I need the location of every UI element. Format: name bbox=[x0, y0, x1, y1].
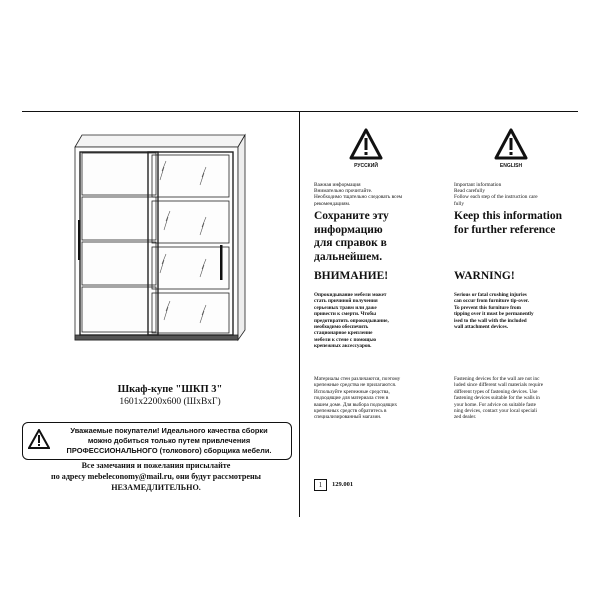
ru-keep-1: Сохраните эту bbox=[314, 210, 389, 222]
en-intro-2: Read carefully bbox=[454, 188, 486, 195]
ru-warning-line: серьезных травм или даже bbox=[314, 304, 377, 311]
ru-warning-heading: ВНИМАНИЕ! bbox=[314, 270, 389, 282]
english-label: ENGLISH bbox=[499, 163, 523, 169]
ru-fastening-line: крепежных средств обратитесь в bbox=[314, 408, 387, 415]
en-warning-line: tipping over it must be permanently bbox=[454, 311, 534, 318]
en-warning-line: ised to the wall with the included bbox=[454, 317, 527, 324]
russian-label: РУССКИЙ bbox=[354, 163, 378, 169]
ru-warning-line: необходимо обеспечить bbox=[314, 324, 369, 331]
warning-triangle-icon bbox=[28, 429, 50, 449]
en-fastening-line: fastening devices suitable for the walls in bbox=[454, 395, 540, 402]
en-fastening-line: different types of fastening devices. Use bbox=[454, 388, 538, 395]
product-dimensions: 1601x2200x600 (ШхВхГ) bbox=[119, 397, 221, 407]
ru-warning-line: крепежных аксессуаров. bbox=[314, 343, 372, 350]
ru-warning-line: стационарное крепление bbox=[314, 330, 373, 337]
page-divider bbox=[299, 112, 300, 517]
ru-fastening-line: подходящие для материала стен в bbox=[314, 395, 389, 402]
ru-intro-3: Необходимо тщательно следовать всем bbox=[314, 194, 403, 201]
en-fastening-line: zed dealer. bbox=[454, 414, 477, 421]
en-fastening-line: your home. For advice on suitable faste bbox=[454, 401, 536, 408]
ru-keep-3: для справок в bbox=[314, 237, 387, 249]
page-number-box bbox=[314, 479, 327, 491]
ru-warning-line: стать причиной получения bbox=[314, 298, 378, 305]
contact-line-1: Все замечания и пожелания присылайте bbox=[81, 461, 231, 470]
en-fastening-line: ning devices, contact your local speciali bbox=[454, 408, 537, 415]
doc-code: 129.001 bbox=[332, 481, 354, 488]
notice-line-1: Уважаемые покупатели! Идеального качества сборки bbox=[70, 426, 268, 435]
product-title: Шкаф-купе "ШКП 3" bbox=[117, 384, 223, 395]
contact-line-3: НЕЗАМЕДЛИТЕЛЬНО. bbox=[111, 482, 201, 492]
notice-line-3: ПРОФЕССИОНАЛЬНОГО (толкового) сборщика мебели. bbox=[66, 446, 272, 455]
ru-warning-line: привести к смерти. Чтобы bbox=[314, 311, 377, 318]
ru-warning-line: предотвратить опрокидывание, bbox=[314, 317, 389, 324]
en-fastening-line: Fastening devices for the wall are not inc bbox=[454, 376, 540, 382]
en-warning-line: can occur from furniture tip-over. bbox=[454, 298, 529, 305]
assembly-notice-box bbox=[22, 422, 292, 460]
ru-keep-4: дальнейшем. bbox=[314, 250, 383, 263]
wardrobe-illustration bbox=[60, 125, 255, 350]
en-intro-1: Important information bbox=[454, 182, 502, 188]
en-warning-line: Serious or fatal crushing injuries bbox=[454, 292, 527, 298]
top-rule bbox=[22, 111, 578, 112]
en-keep-1: Keep this information bbox=[454, 210, 562, 222]
en-intro-3: Follow each step of the instruction care bbox=[454, 194, 538, 201]
ru-intro-1: Важная информация bbox=[314, 182, 361, 188]
warning-triangle-icon bbox=[349, 128, 383, 160]
en-warning-line: wall attachment devices. bbox=[454, 324, 509, 331]
notice-line-2: можно добиться только путем привлечения bbox=[87, 436, 251, 445]
ru-fastening-line: крепежные средства не прилагаются. bbox=[314, 382, 397, 389]
ru-fastening-line: Материалы стен различаются, поэтому bbox=[314, 376, 401, 382]
en-warning-heading: WARNING! bbox=[454, 270, 515, 282]
ru-fastening-line: вашем доме. Для выбора подходящих bbox=[314, 401, 398, 408]
ru-keep-2: информацию bbox=[314, 223, 383, 236]
ru-intro-2: Внимательно прочитайте. bbox=[314, 188, 373, 195]
en-warning-line: To prevent this furniture from bbox=[454, 304, 521, 311]
ru-warning-line: мебели к стене с помощью bbox=[314, 336, 377, 343]
ru-fastening-line: Используйте крепежные средства, bbox=[314, 388, 390, 395]
ru-intro-4: рекомендациям. bbox=[314, 200, 351, 207]
ru-warning-line: Опрокидывание мебели может bbox=[314, 292, 387, 298]
ru-fastening-line: специализированный магазин. bbox=[314, 414, 382, 421]
page-number: 1 bbox=[318, 481, 323, 489]
en-keep-2: for further reference bbox=[454, 223, 556, 236]
en-intro-4: fully bbox=[454, 200, 465, 207]
en-fastening-line: luded since different wall materials require bbox=[454, 382, 544, 389]
contact-line-2: по адресу mebeleconomy@mail.ru, они будут рассмотрены bbox=[51, 471, 261, 481]
warning-triangle-icon bbox=[494, 128, 528, 160]
